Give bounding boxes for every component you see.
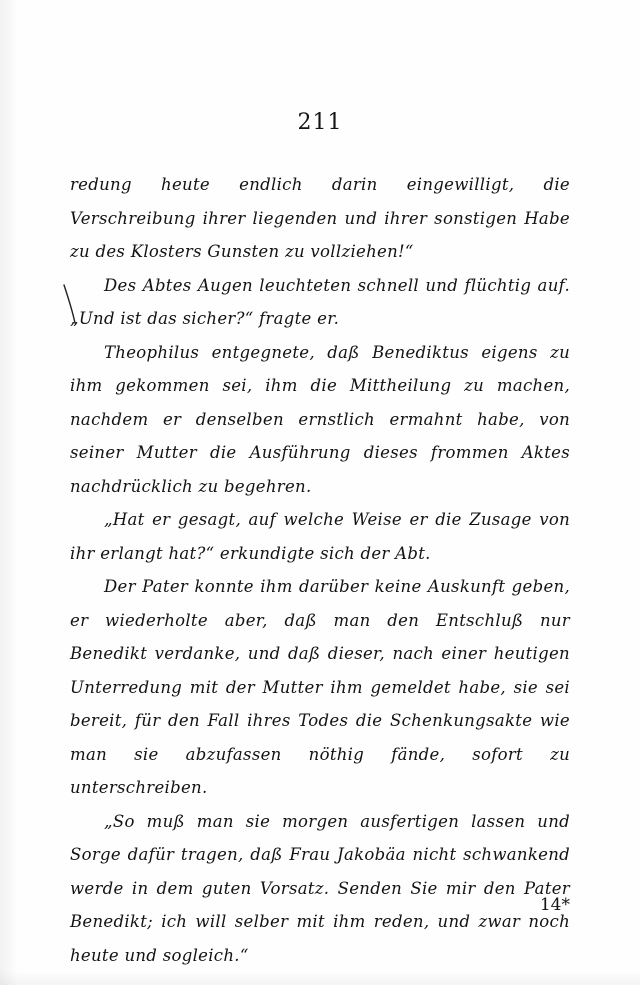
paragraph: „So muß man sie morgen ausfertigen lassen und Sorge dafür tragen, daß Frau Jakobäa nicht schwankend werde in dem guten Vorsatz. Senden Sie mir den Pater Benedikt; ich will selber mit ihm reden, und zwar noch heute und sogleich.“ [70,811,570,965]
paragraph: Des Abtes Augen leuchteten schnell und flüchtig auf. „Und ist das sicher?“ fragte er. [70,275,570,328]
signature-mark: 14* [539,895,570,915]
page-bottom-edge-shadow [0,971,640,985]
paragraph: redung heute endlich darin eingewilligt, die Verschreibung ihrer liegenden und ihrer sonstigen Habe zu des Klosters Gunsten zu vollziehen!“ [70,175,570,261]
page-left-edge-shadow [0,0,18,985]
paragraph: „Hat er gesagt, auf welche Weise er die Zusage von ihr erlangt hat?“ erkundigte sich der Abt. [70,510,570,563]
body-text [70,168,570,972]
page-number: 211 [297,110,343,135]
paragraph: Der Pater konnte ihm darüber keine Auskunft geben, er wiederholte aber, daß man den Entschluß nur Benedikt verdanke, und daß dieser, nach einer heutigen Unterredung mit der Mutter ihm gemeldet habe, sie sei bereit, für den Fall ihres Todes die Schenkungsakte wie man sie abzufassen nöthig fände, sofort zu unterschreiben. [70,577,570,797]
paragraph: Theophilus entgegnete, daß Benediktus eigens zu ihm gekommen sei, ihm die Mittheilung zu machen, nachdem er denselben ernstlich ermahnt habe, von seiner Mutter die Ausführung dieses frommen Aktes nachdrücklich zu begehren. [70,342,570,496]
